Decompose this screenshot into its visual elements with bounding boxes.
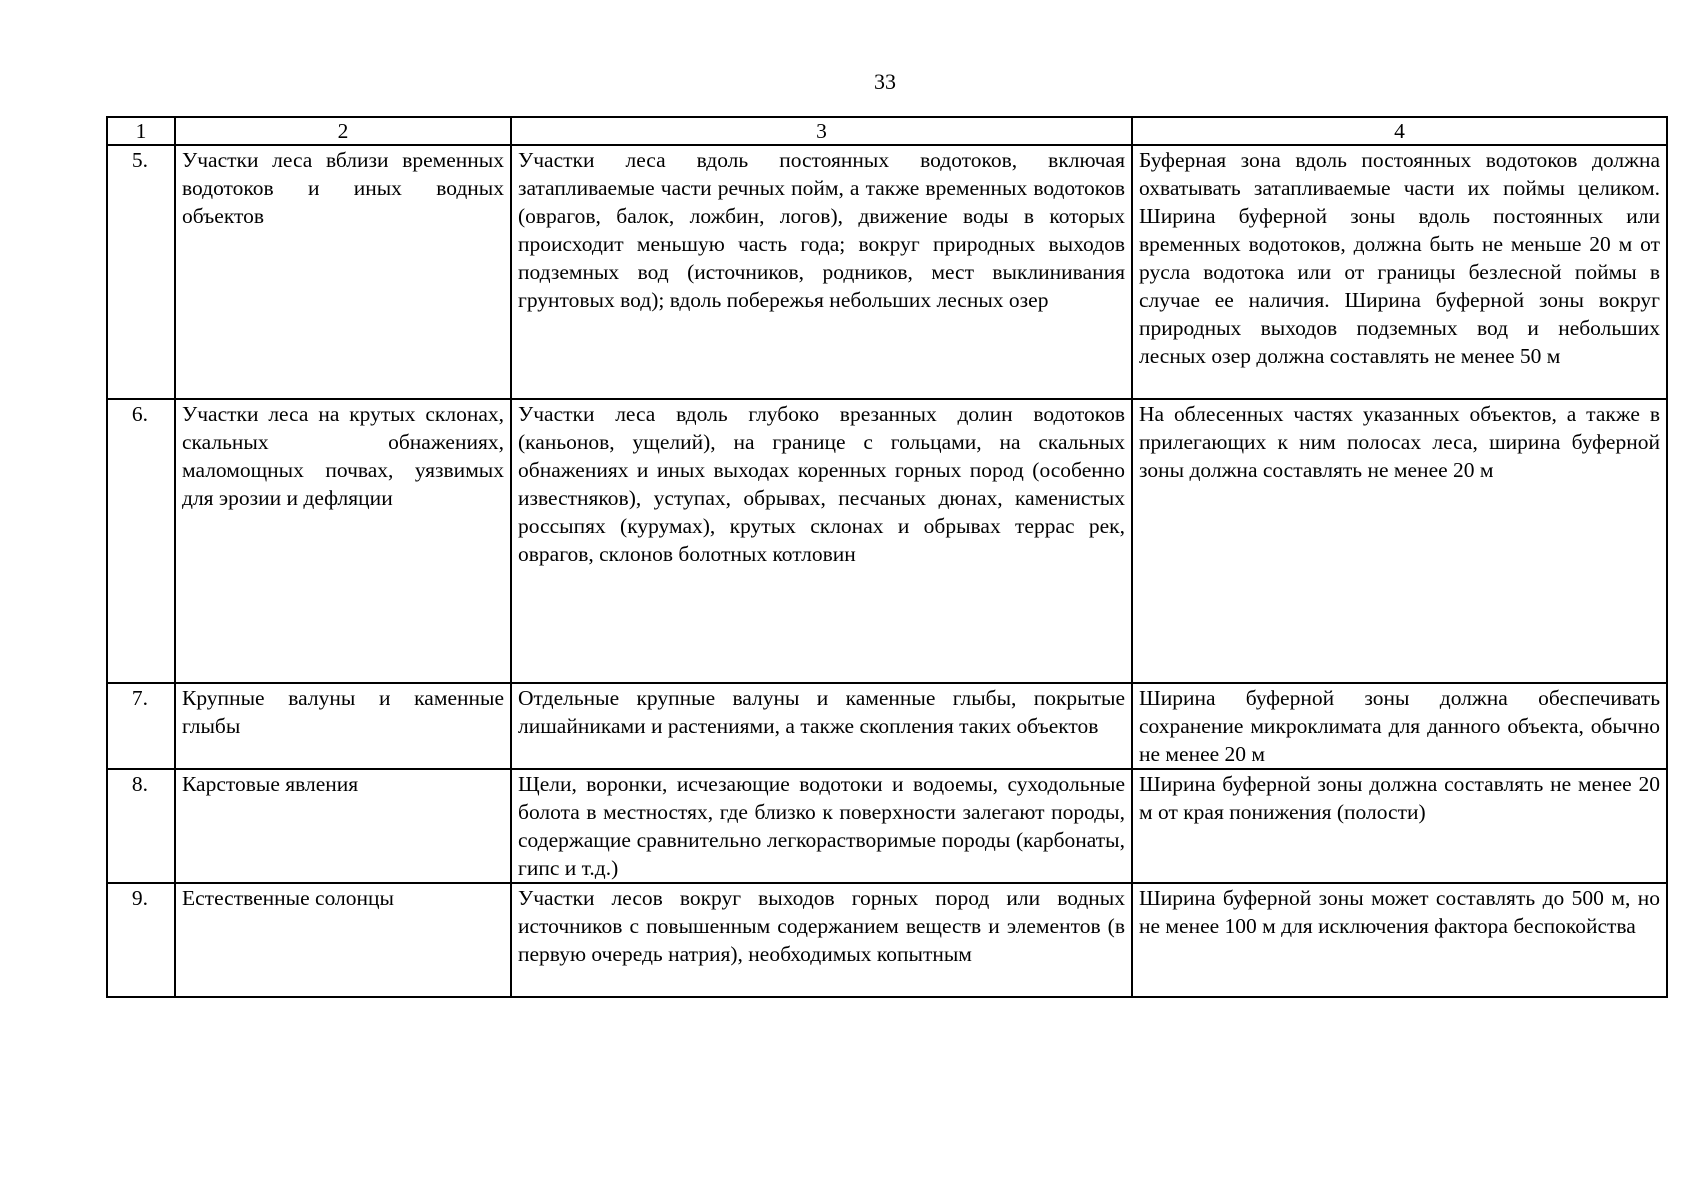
object-cell: Участки леса вблизи временных водотоков и иных водных объектов	[175, 145, 511, 399]
table-header-row	[107, 117, 1667, 145]
row-number: 9.	[107, 883, 175, 997]
object-cell: Естественные солонцы	[175, 883, 511, 997]
header-cell-3: 3	[511, 117, 1132, 145]
description-cell: Участки леса вдоль глубоко врезанных долин водотоков (каньонов, ущелий), на границе с гольцами, на скальных обнажениях и иных выходах коренных горных пород (особенно известняков), уступах, обрывах, песчаных дюнах, каменистых россыпях (курумах), крутых склонах и обрывах террас рек, оврагов, склонов болотных котловин	[511, 399, 1132, 683]
row-number: 6.	[107, 399, 175, 683]
page-number: 33	[874, 69, 896, 94]
object-cell: Карстовые явления	[175, 769, 511, 883]
table-row	[107, 399, 1667, 683]
buffer-cell: Ширина буферной зоны может составлять до 500 м, но не менее 100 м для исключения фактора беспокойства	[1132, 883, 1667, 997]
table-row	[107, 145, 1667, 399]
description-cell: Отдельные крупные валуны и каменные глыбы, покрытые лишайниками и растениями, а также скопления таких объектов	[511, 683, 1132, 769]
buffer-zones-table	[106, 116, 1668, 998]
object-cell: Крупные валуны и каменные глыбы	[175, 683, 511, 769]
description-cell: Участки лесов вокруг выходов горных пород или водных источников с повышенным содержанием веществ и элементов (в первую очередь натрия), необходимых копытным	[511, 883, 1132, 997]
row-number: 8.	[107, 769, 175, 883]
row-number: 7.	[107, 683, 175, 769]
description-cell: Участки леса вдоль постоянных водотоков, включая затапливаемые части речных пойм, а также временных водотоков (оврагов, балок, ложбин, логов), движение воды в которых происходит меньшую часть года; вокруг природных выходов подземных вод (источников, родников, мест выклинивания грунтовых вод); вдоль побережья небольших лесных озер	[511, 145, 1132, 399]
buffer-cell: На облесенных частях указанных объектов, а также в прилегающих к ним полосах леса, ширина буферной зоны должна составлять не менее 20 м	[1132, 399, 1667, 683]
object-cell: Участки леса на крутых склонах, скальных обнажениях, маломощных почвах, уязвимых для эрозии и дефляции	[175, 399, 511, 683]
buffer-cell: Ширина буферной зоны должна составлять не менее 20 м от края понижения (полости)	[1132, 769, 1667, 883]
table-row	[107, 769, 1667, 883]
row-number: 5.	[107, 145, 175, 399]
header-cell-2: 2	[175, 117, 511, 145]
table-row	[107, 683, 1667, 769]
buffer-cell: Буферная зона вдоль постоянных водотоков должна охватывать затапливаемые части их поймы целиком. Ширина буферной зоны вдоль постоянных или временных водотоков, должна быть не меньше 20 м от русла водотока или от границы безлесной поймы в случае ее наличия. Ширина буферной зоны вокруг природных выходов подземных вод и небольших лесных озер должна составлять не менее 50 м	[1132, 145, 1667, 399]
header-cell-1: 1	[107, 117, 175, 145]
buffer-cell: Ширина буферной зоны должна обеспечивать сохранение микроклимата для данного объекта, обычно не менее 20 м	[1132, 683, 1667, 769]
description-cell: Щели, воронки, исчезающие водотоки и водоемы, суходольные болота в местностях, где близко к поверхности залегают породы, содержащие сравнительно легкорастворимые породы (карбонаты, гипс и т.д.)	[511, 769, 1132, 883]
table-row	[107, 883, 1667, 997]
header-cell-4: 4	[1132, 117, 1667, 145]
